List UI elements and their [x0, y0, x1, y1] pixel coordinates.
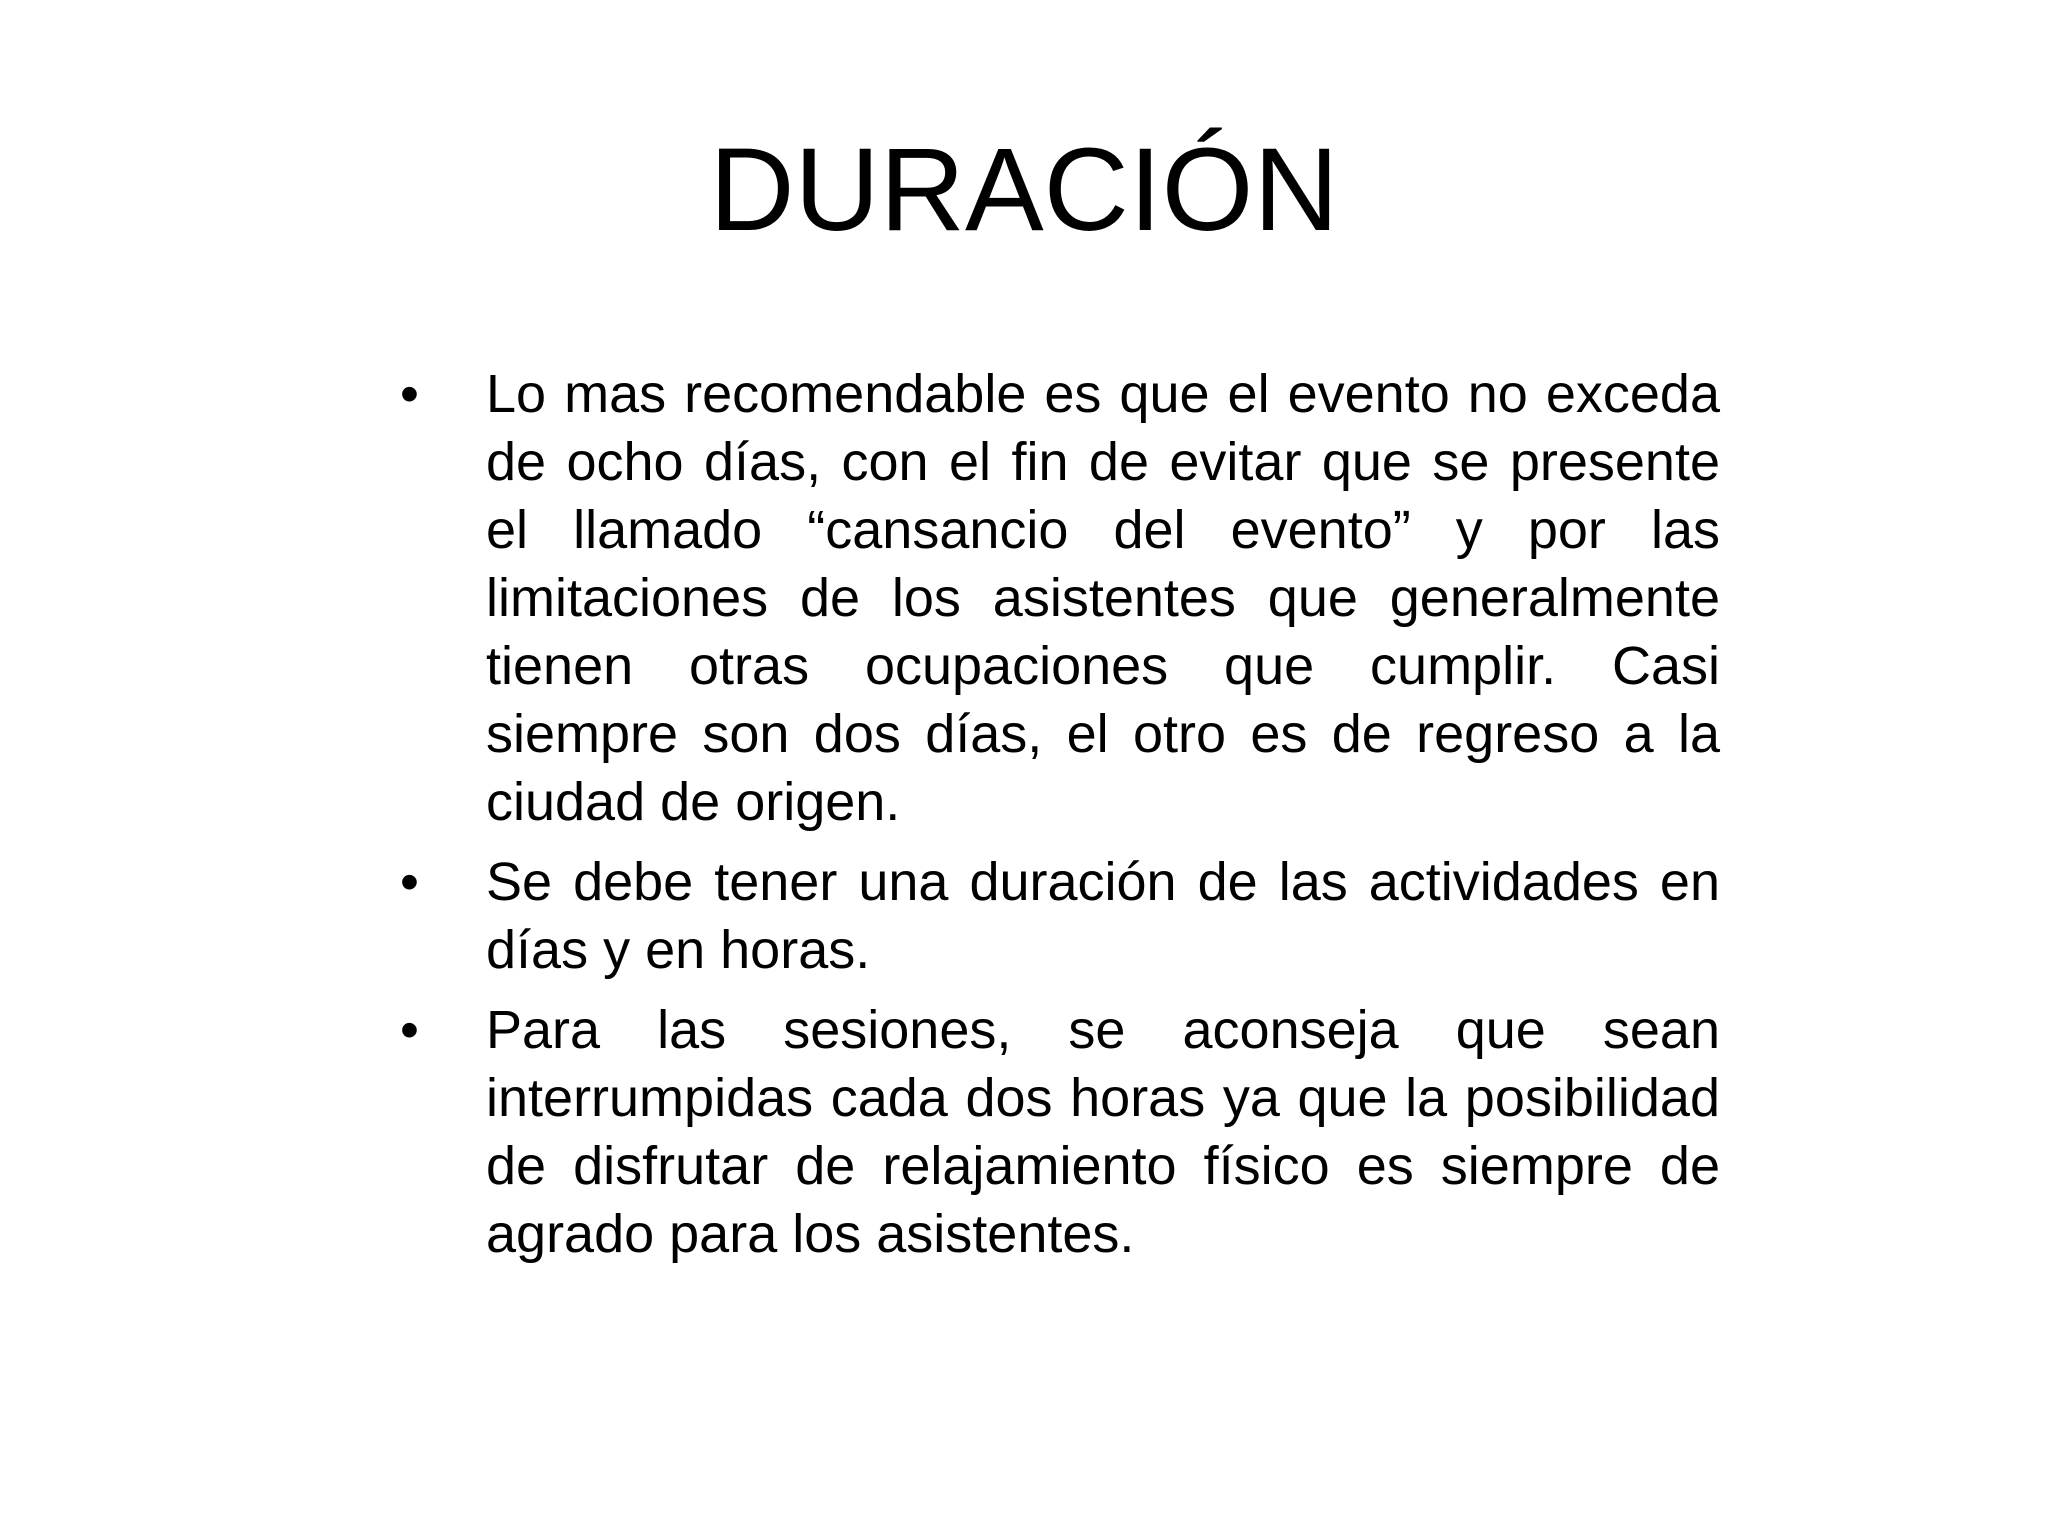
bullet-text: Se debe tener una duración de las actividades en días y en horas. [486, 852, 1720, 980]
bullet-list [400, 360, 1720, 1280]
bullet-item [400, 848, 1720, 984]
bullet-dot-icon: • [400, 1000, 419, 1060]
bullet-item [400, 360, 1720, 836]
bullet-text: Lo mas recomendable es que el evento no exceda de ocho días, con el fin de evitar que se presente el llamado “cansancio del evento” y por las limitaciones de los asistentes que generalmente tienen otras ocupaciones que cumplir. Casi siempre son dos días, el otro es de regreso a la ciudad de origen. [486, 364, 1720, 832]
bullet-text: Para las sesiones, se aconseja que sean interrumpidas cada dos horas ya que la posibilidad de disfrutar de relajamiento físico es siempre de agrado para los asistentes. [486, 1000, 1720, 1264]
bullet-dot-icon: • [400, 364, 419, 424]
slide-title: DURACIÓN [709, 124, 1339, 256]
bullet-dot-icon: • [400, 852, 419, 912]
bullet-item [400, 996, 1720, 1268]
